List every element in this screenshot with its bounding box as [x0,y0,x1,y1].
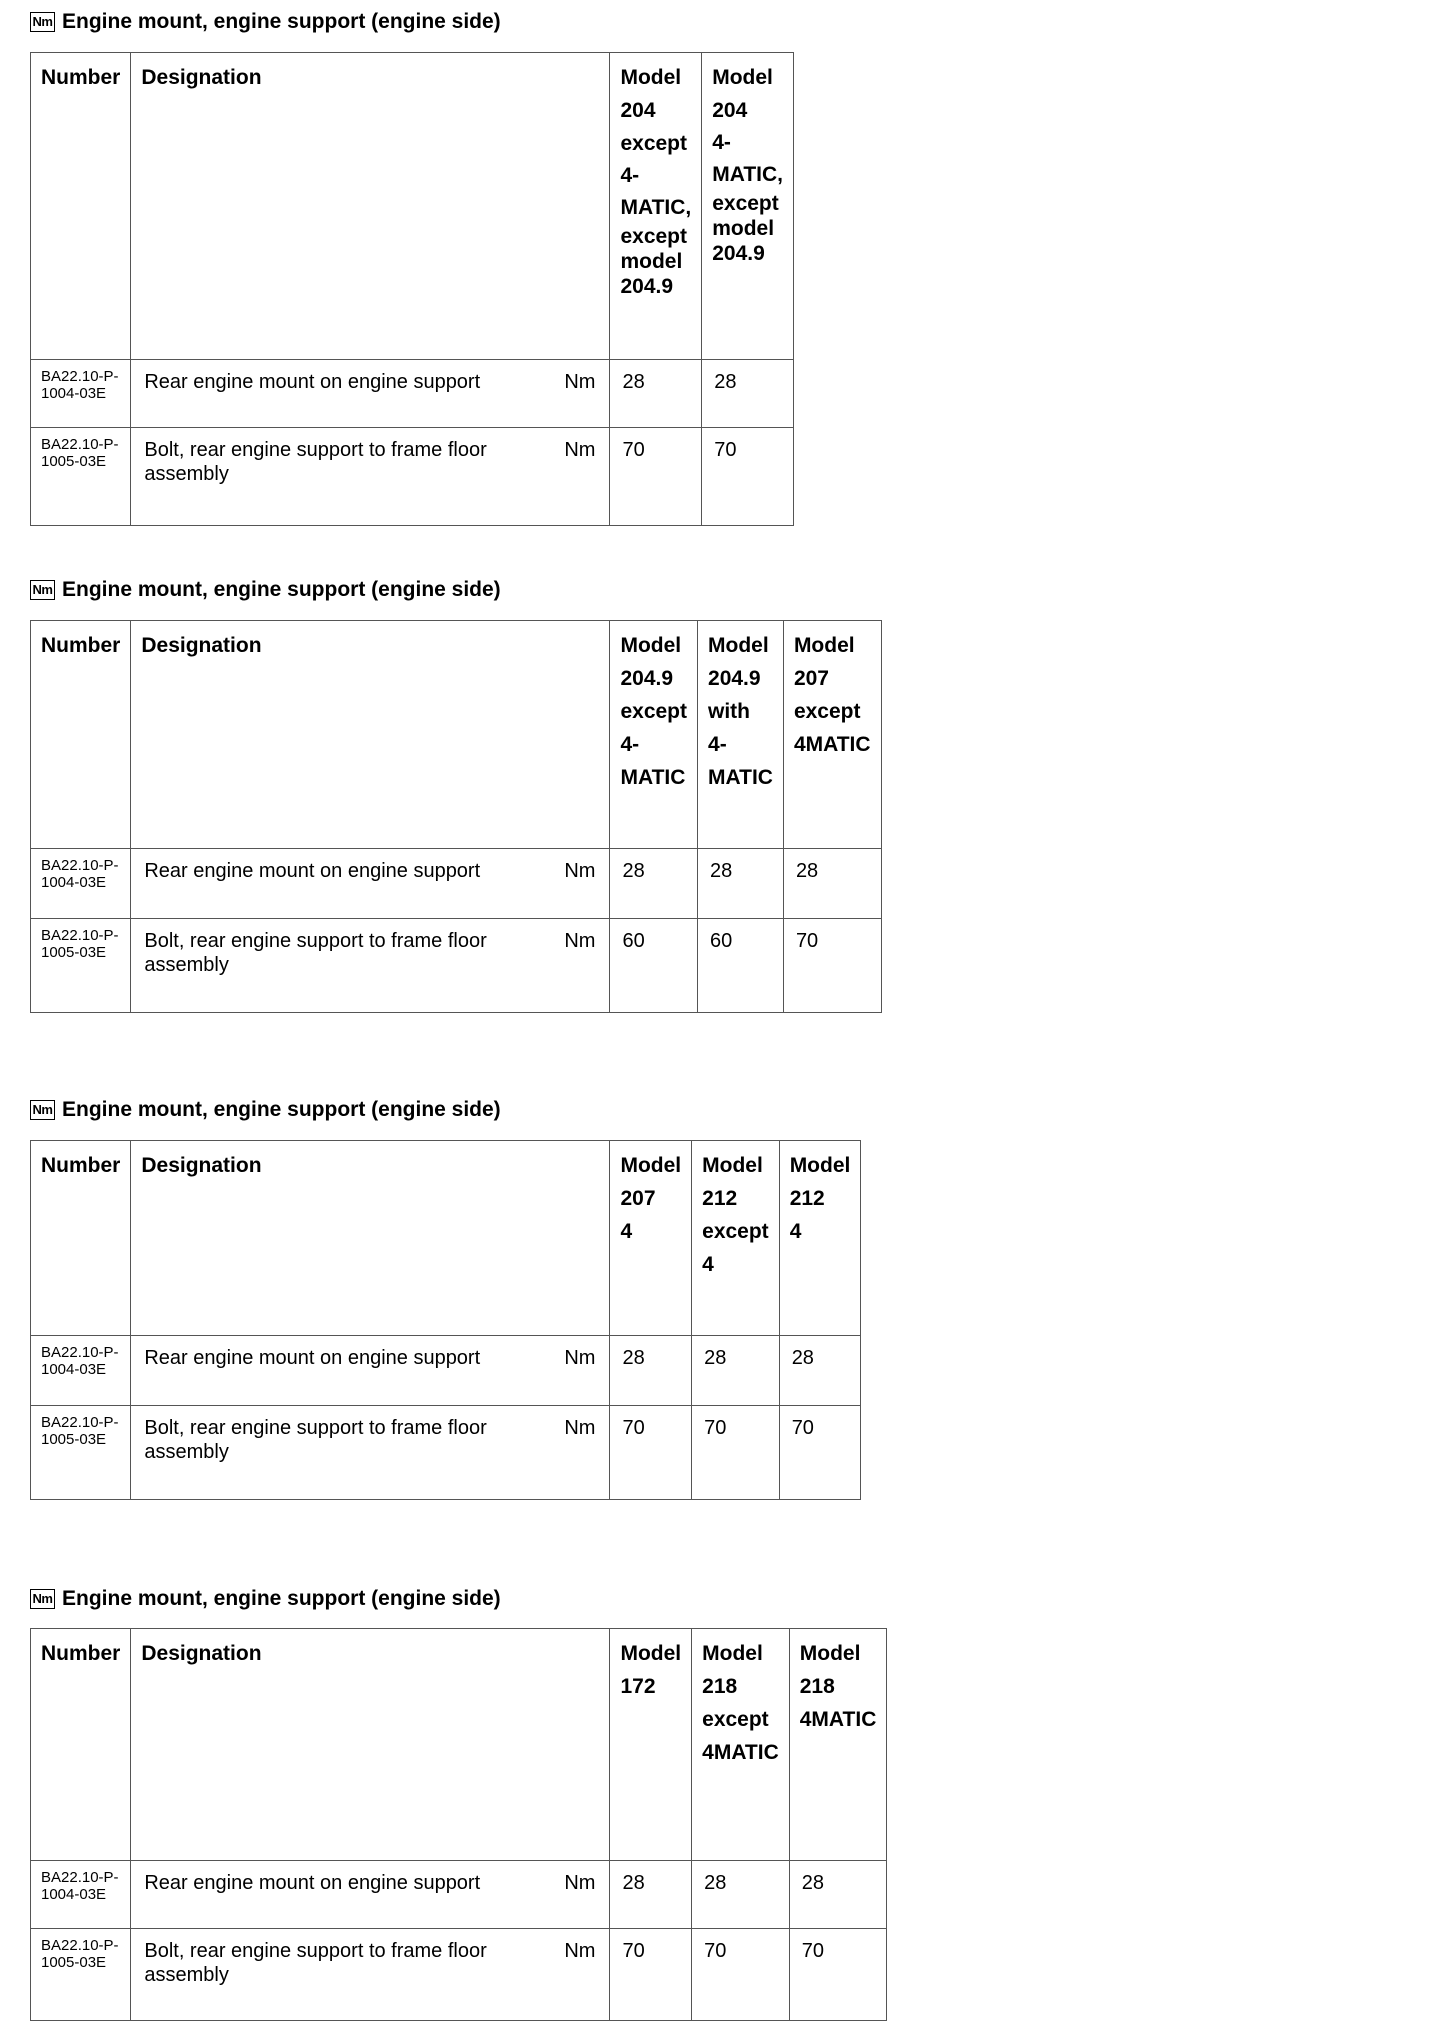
torque-nm-icon: Nm [30,1589,55,1609]
designation-cell [131,1929,610,2021]
unit-label: Nm [564,860,596,882]
header-designation: Designation [131,621,610,849]
torque-value: 70 [789,1929,887,2021]
torque-value: 70 [610,1929,692,2021]
header-designation: Designation [131,1629,610,1861]
designation-cell [131,1406,610,1500]
designation-cell [131,428,610,526]
torque-table [30,620,882,1013]
header-model: Model 218 except 4MATIC [692,1629,790,1861]
torque-value: 70 [779,1406,861,1500]
header-model: Model 172 [610,1629,692,1861]
header-model: Model 207 except 4MATIC [783,621,881,849]
torque-value: 70 [610,428,702,526]
header-number: Number [31,1141,131,1336]
torque-value: 60 [610,919,698,1013]
header-model: Model 212 except 4 [692,1141,780,1336]
torque-table [30,52,794,526]
unit-label: Nm [564,930,596,952]
torque-value: 70 [692,1929,790,2021]
designation-text: Rear engine mount on engine support [144,1872,481,1894]
torque-value: 28 [692,1336,780,1406]
part-number: BA22.10-P-1005-03E [31,1929,131,2021]
part-number: BA22.10-P-1004-03E [31,1861,131,1929]
table-row [31,360,794,428]
section-title: Engine mount, engine support (engine side) [62,10,501,33]
header-model: Model 204 except 4-MATIC, except model 204.9 [610,53,702,360]
designation-text: Bolt, rear engine support to frame floor assembly [144,1940,487,1986]
designation-cell [131,1336,610,1406]
section-heading [30,8,501,36]
header-model: Model 212 4 [779,1141,861,1336]
header-model: Model 207 4 [610,1141,692,1336]
unit-label: Nm [564,1872,596,1894]
table-row [31,428,794,526]
torque-nm-icon: Nm [30,1100,55,1120]
unit-label: Nm [564,439,596,461]
torque-value: 28 [702,360,794,428]
section-heading [30,1585,501,1613]
table-row [31,849,882,919]
designation-text: Rear engine mount on engine support [144,1347,481,1369]
torque-value: 60 [698,919,784,1013]
unit-label: Nm [564,1417,596,1439]
torque-value: 28 [610,360,702,428]
section-title: Engine mount, engine support (engine side) [62,578,501,601]
header-number: Number [31,1629,131,1861]
designation-cell [131,1861,610,1929]
header-model: Model 204.9 except 4-MATIC [610,621,698,849]
section-title: Engine mount, engine support (engine side) [62,1587,501,1610]
torque-value: 70 [692,1406,780,1500]
part-number: BA22.10-P-1005-03E [31,919,131,1013]
header-model: Model 218 4MATIC [789,1629,887,1861]
section-heading [30,1096,501,1124]
header-number: Number [31,53,131,360]
designation-text: Bolt, rear engine support to frame floor assembly [144,439,487,485]
torque-table [30,1140,861,1500]
torque-nm-icon: Nm [30,12,55,32]
torque-value: 28 [698,849,784,919]
part-number: BA22.10-P-1005-03E [31,1406,131,1500]
torque-value: 70 [783,919,881,1013]
designation-text: Rear engine mount on engine support [144,860,481,882]
torque-value: 28 [610,1861,692,1929]
designation-text: Bolt, rear engine support to frame floor assembly [144,930,487,976]
torque-nm-icon: Nm [30,580,55,600]
part-number: BA22.10-P-1004-03E [31,849,131,919]
table-row [31,1406,861,1500]
unit-label: Nm [564,1347,596,1369]
header-designation: Designation [131,53,610,360]
designation-cell [131,919,610,1013]
designation-text: Bolt, rear engine support to frame floor assembly [144,1417,487,1463]
torque-table [30,1628,887,2021]
part-number: BA22.10-P-1005-03E [31,428,131,526]
section-heading [30,576,501,604]
part-number: BA22.10-P-1004-03E [31,360,131,428]
table-row [31,1861,887,1929]
unit-label: Nm [564,371,596,393]
header-designation: Designation [131,1141,610,1336]
table-row [31,919,882,1013]
torque-value: 28 [779,1336,861,1406]
table-row [31,1336,861,1406]
table-row [31,1929,887,2021]
torque-value: 28 [610,1336,692,1406]
torque-value: 28 [789,1861,887,1929]
designation-cell [131,360,610,428]
designation-text: Rear engine mount on engine support [144,371,481,393]
header-model: Model 204.9 with 4-MATIC [698,621,784,849]
torque-value: 70 [610,1406,692,1500]
section-title: Engine mount, engine support (engine side) [62,1098,501,1121]
torque-value: 28 [610,849,698,919]
torque-value: 70 [702,428,794,526]
header-model: Model 204 4-MATIC, except model 204.9 [702,53,794,360]
part-number: BA22.10-P-1004-03E [31,1336,131,1406]
header-number: Number [31,621,131,849]
torque-value: 28 [783,849,881,919]
torque-value: 28 [692,1861,790,1929]
designation-cell [131,849,610,919]
unit-label: Nm [564,1940,596,1962]
